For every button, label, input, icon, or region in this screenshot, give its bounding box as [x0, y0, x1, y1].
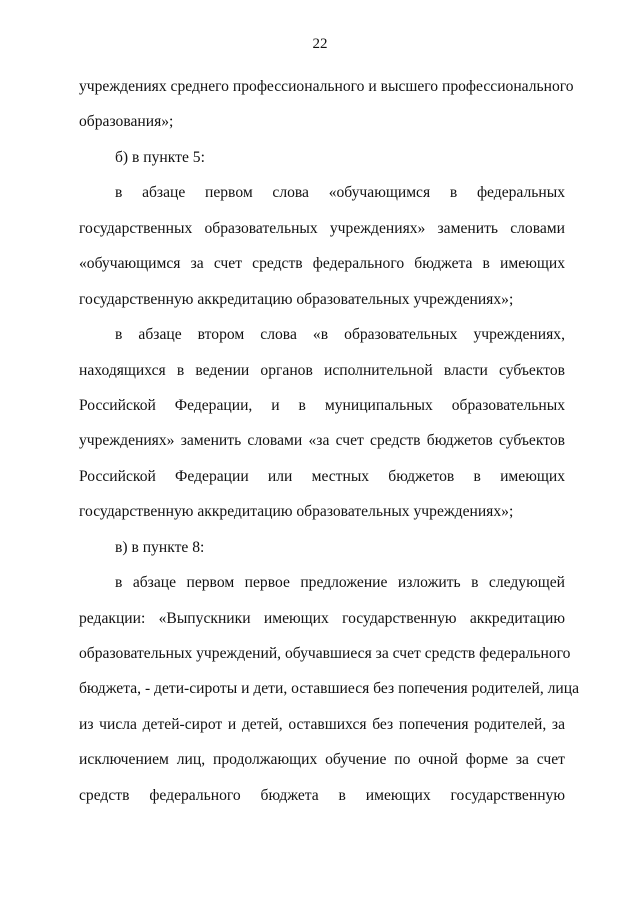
- text-line: б) в пункте 5:: [115, 148, 205, 166]
- text-line: государственную аккредитацию образовательных учреждениях»;: [79, 503, 514, 521]
- text-line: в абзаце втором слова «в образовательных учреждениях,: [115, 326, 565, 344]
- text-line: находящихся в ведении органов исполнительной власти субъектов: [79, 361, 565, 379]
- text-line: государственную аккредитацию образовательных учреждениях»;: [79, 290, 514, 308]
- text-line: из числа детей-сирот и детей, оставшихся без попечения родителей, за: [79, 715, 565, 733]
- text-line: образовательных учреждений, обучавшиеся за счет средств федерального: [79, 645, 571, 662]
- text-line: учреждениях среднего профессионального и высшего профессионального: [79, 78, 574, 95]
- text-line: в) в пункте 8:: [115, 538, 205, 556]
- text-line: Российской Федерации или местных бюджетов в имеющих: [79, 467, 565, 485]
- text-line: образования»;: [79, 113, 174, 131]
- text-line: в абзаце первом слова «обучающимся в федеральных: [115, 184, 565, 202]
- text-line: государственных образовательных учреждениях» заменить словами: [79, 219, 565, 237]
- text-line: редакции: «Выпускники имеющих государственную аккредитацию: [79, 609, 565, 627]
- text-line: средств федерального бюджета в имеющих государственную: [79, 786, 565, 804]
- page-number: 22: [312, 36, 328, 52]
- text-line: «обучающимся за счет средств федерального бюджета в имеющих: [79, 255, 565, 273]
- text-line: Российской Федерации, и в муниципальных образовательных: [79, 396, 565, 414]
- text-line: бюджета, - дети-сироты и дети, оставшиеся без попечения родителей, лица: [79, 680, 580, 698]
- text-line: учреждениях» заменить словами «за счет средств бюджетов субъектов: [79, 432, 565, 450]
- text-line: исключением лиц, продолжающих обучение по очной форме за счет: [79, 751, 565, 769]
- document-body: [79, 69, 580, 813]
- text-line: в абзаце первом первое предложение изложить в следующей: [115, 574, 565, 592]
